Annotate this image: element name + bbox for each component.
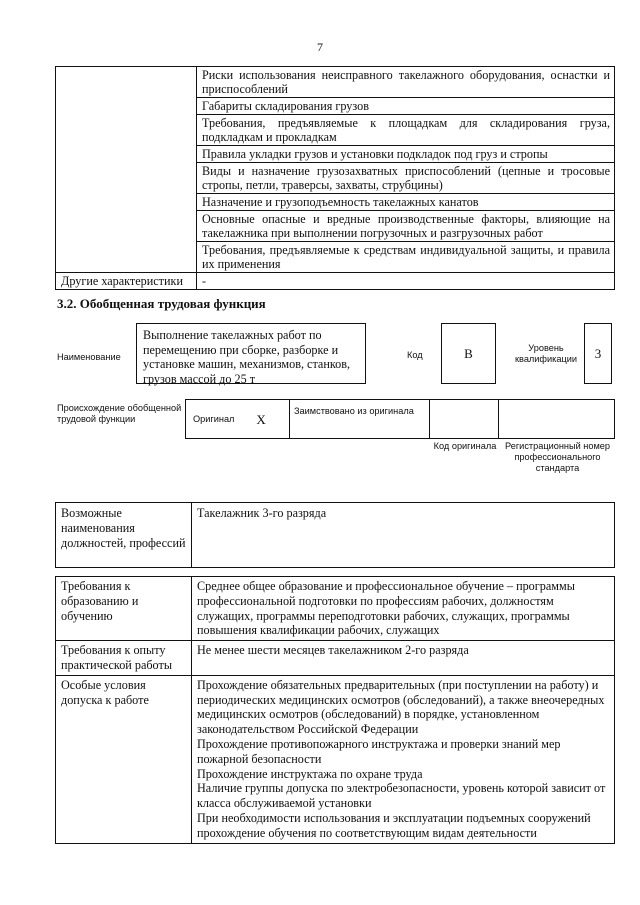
experience-value: Не менее шести месяцев такелажником 2-го разряда <box>192 641 615 676</box>
positions-label: Возможные наименования должностей, профессий <box>56 503 192 568</box>
table-cell: Виды и назначение грузозахватных приспособлений (цепные и тросовые стропы, петли, траверсы, захваты, струбцины) <box>197 163 615 194</box>
knowledge-label-cell <box>56 67 197 273</box>
conditions-value <box>192 675 615 843</box>
table-cell: Правила укладки грузов и установки подкладок под груз и стропы <box>197 146 615 163</box>
table-cell: Требования, предъявляемые к площадкам для складирования груза, подкладкам и прокладкам <box>197 115 615 146</box>
table-cell: Назначение и грузоподъемность такелажных канатов <box>197 194 615 211</box>
section-heading: 3.2. Обобщенная трудовая функция <box>57 296 266 311</box>
code-original-label: Код оригинала <box>433 441 497 451</box>
condition-item: При необходимости использования и эксплуатации подъемных сооружений прохождение обучения по соответствующим видам деятельности <box>197 810 591 840</box>
level-label: Уровень квалификации <box>515 343 577 364</box>
table-row <box>56 675 615 843</box>
borrowed-label: Заимствовано из оригинала <box>290 400 430 438</box>
code-original-cell <box>430 400 499 438</box>
table-cell: Габариты складирования грузов <box>197 98 615 115</box>
condition-item: Прохождение обязательных предварительных (при поступлении на работу) и периодических медицинских осмотров (обследований), а также внеочередных медицинских осмотров (обследований) в порядке, установленном законодательством Российской Федерации <box>197 677 605 737</box>
reg-number-cell <box>499 400 614 438</box>
table-row <box>56 641 615 676</box>
table-row <box>56 577 615 641</box>
other-characteristics-value: - <box>197 273 615 290</box>
table-row <box>56 67 615 98</box>
condition-item: Прохождение инструктажа по охране труда <box>197 766 423 781</box>
table-cell: Требования, предъявляемые к средствам индивидуальной защиты, и правила их применения <box>197 242 615 273</box>
name-label: Наименование <box>57 352 121 362</box>
conditions-label: Особые условия допуска к работе <box>56 675 192 843</box>
original-label: Оригинал <box>193 413 235 424</box>
knowledge-table <box>55 66 615 290</box>
positions-table <box>55 502 615 568</box>
experience-label: Требования к опыту практической работы <box>56 641 192 676</box>
requirements-table <box>55 576 615 844</box>
table-row <box>56 273 615 290</box>
education-label: Требования к образованию и обучению <box>56 577 192 641</box>
code-label: Код <box>407 350 423 360</box>
education-value: Среднее общее образование и профессиональное обучение – программы профессиональной подготовки по профессиям рабочих, должностям служащих, программы переподготовки рабочих, служащих, программы повышения квалификации рабочих, служащих <box>192 577 615 641</box>
positions-value: Такелажник 3-го разряда <box>192 503 615 568</box>
reg-number-label: Регистрационный номер профессионального стандарта <box>505 441 610 473</box>
code-box: B <box>441 323 496 384</box>
other-characteristics-label: Другие характеристики <box>56 273 197 290</box>
original-mark: X <box>256 411 266 427</box>
origin-table <box>185 399 615 439</box>
original-cell <box>186 400 290 438</box>
table-row <box>56 503 615 568</box>
level-box: 3 <box>584 323 612 384</box>
condition-item: Прохождение противопожарного инструктажа и проверки знаний мер пожарной безопасности <box>197 736 561 766</box>
table-cell: Риски использования неисправного такелажного оборудования, оснастки и приспособлений <box>197 67 615 98</box>
condition-item: Наличие группы допуска по электробезопасности, уровень которой зависит от класса обслуживаемой установки <box>197 781 606 811</box>
table-cell: Основные опасные и вредные производственные факторы, влияющие на такелажника при выполнении погрузочных и разгрузочных работ <box>197 211 615 242</box>
page-number: 7 <box>317 40 323 54</box>
origin-label: Происхождение обобщенной трудовой функции <box>57 403 182 424</box>
function-name-box: Выполнение такелажных работ по перемещению при сборке, разборке и установке машин, механизмов, станков, грузов массой до 25 т <box>136 323 366 384</box>
